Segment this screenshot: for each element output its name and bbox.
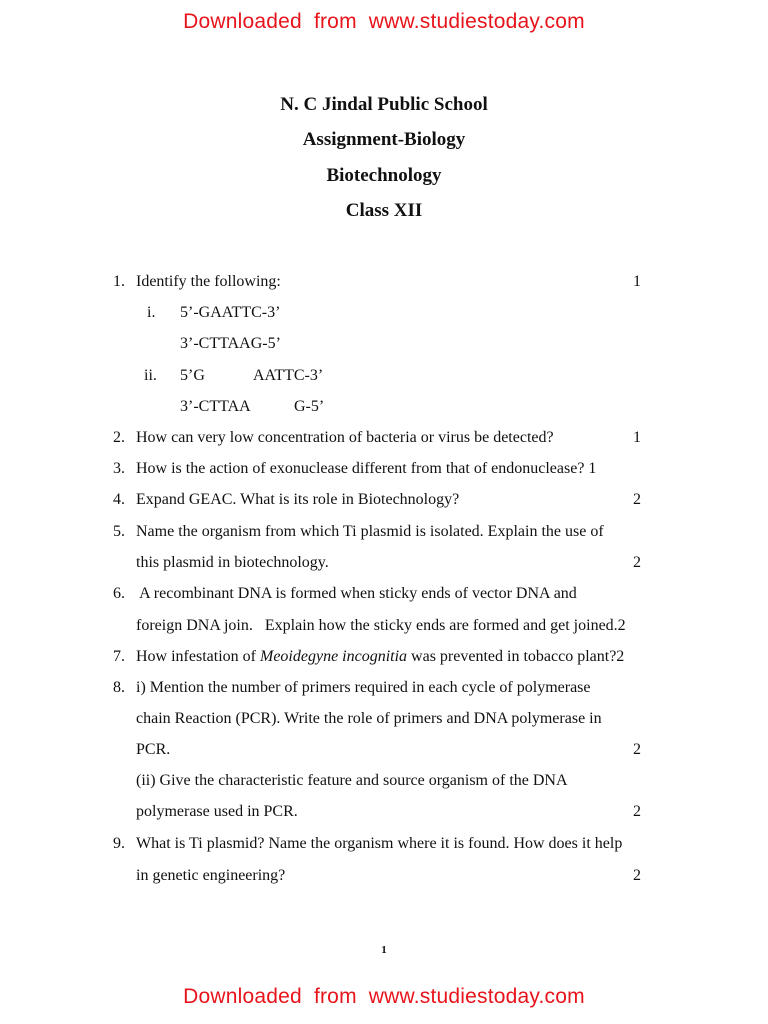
question-text-pre: How infestation of [136,648,260,665]
species-name: Meoidegyne incognitia [259,648,408,665]
question-text: polymerase used in PCR. [136,803,298,820]
question-text [136,647,624,667]
question-marks: 1 [633,429,641,446]
question-number: 7. [113,648,125,665]
question-text: Name the organism from which Ti plasmid is isolated. Explain the use of [136,523,604,540]
question-number: 8. [113,679,125,696]
question-text: in genetic engineering? [136,867,286,884]
question-marks: 2 [633,491,641,508]
question-text: Identify the following: [136,273,281,290]
question-number: 6. [113,585,125,602]
sub-label: ii. [144,367,157,384]
question-number: 3. [113,460,125,477]
question-text: What is Ti plasmid? Name the organism where it is found. How does it help [136,835,623,852]
question-text: How is the action of exonuclease different from that of endonuclease? 1 [136,460,597,477]
topic-title: Biotechnology [326,165,442,186]
question-number: 2. [113,429,125,446]
question-text: chain Reaction (PCR). Write the role of primers and DNA polymerase in [136,710,602,727]
question-text: How can very low concentration of bacteria or virus be detected? [136,429,554,446]
assignment-title: Assignment-Biology [302,129,466,150]
question-text: (ii) Give the characteristic feature and source organism of the DNA [136,772,568,789]
page-number: 1 [381,944,387,956]
school-name: N. C Jindal Public School [280,94,488,115]
dna-sequence: 5’-GAATTC-3’ [180,304,281,321]
dna-sequence: AATTC-3’ [253,367,324,384]
question-number: 9. [113,835,125,852]
dna-sequence: 5’G [180,367,205,384]
question-text-post: was prevented in tobacco plant?2 [407,648,625,665]
question-number: 1. [113,273,125,290]
question-text: A recombinant DNA is formed when sticky ends of vector DNA and [136,585,577,602]
question-text: Expand GEAC. What is its role in Biotechnology? [136,491,460,508]
question-marks: 2 [633,803,641,820]
download-banner-bottom: Downloaded from www.studiestoday.com [183,985,585,1008]
dna-sequence: 3’-CTTAA [180,398,251,415]
question-text: PCR. [136,741,171,758]
dna-sequence: G-5’ [294,398,325,415]
sub-label: i. [147,304,156,321]
question-number: 4. [113,491,125,508]
question-text: foreign DNA join. Explain how the sticky ends are formed and get joined.2 [136,617,626,634]
class-title: Class XII [345,200,423,221]
question-text: i) Mention the number of primers required in each cycle of polymerase [136,679,591,696]
question-marks: 2 [633,867,641,884]
question-number: 5. [113,523,125,540]
question-marks: 2 [633,554,641,571]
dna-sequence: 3’-CTTAAG-5’ [180,335,281,352]
question-text: this plasmid in biotechnology. [136,554,329,571]
download-banner-top: Downloaded from www.studiestoday.com [183,10,585,33]
question-marks: 2 [633,741,641,758]
question-marks: 1 [633,273,641,290]
